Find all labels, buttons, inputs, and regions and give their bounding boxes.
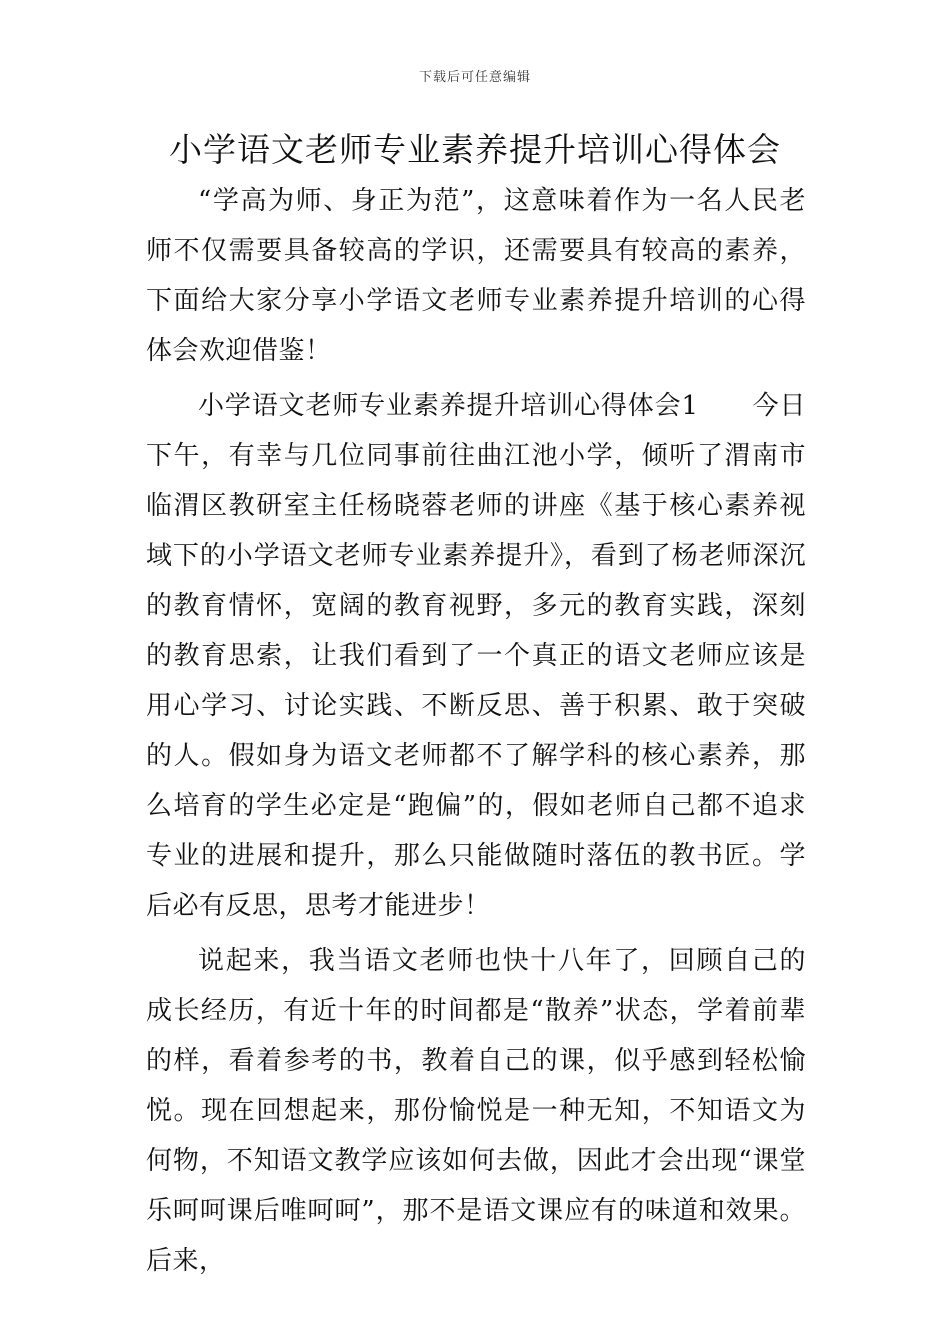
paragraph-intro: “学高为师、身正为范”，这意味着作为一名人民老师不仅需要具备较高的学识，还需要具有较高的素养，下面给大家分享小学语文老师专业素养提升培训的心得体会欢迎借鉴！ <box>146 186 806 366</box>
paragraph-1: 小学语文老师专业素养提升培训心得体会1 今日下午，有幸与几位同事前往曲江池小学，倾听了渭南市临渭区教研室主任杨晓蓉老师的讲座《基于核心素养视域下的小学语文老师专业素养提升》，看到了杨老师深沉的教育情怀，宽阔的教育视野，多元的教育实践，深刻的教育思索，让我们看到了一个真正的语文老师应该是用心学习、讨论实践、不断反思、善于积累、敢于突破的人。假如身为语文老师都不了解学科的核心素养，那么培育的学生必定是“跑偏”的，假如老师自己都不追求专业的进展和提升，那么只能做随时落伍的教书匠。学后必有反思，思考才能进步！ <box>146 391 806 921</box>
document-title: 小学语文老师专业素养提升培训心得体会 <box>169 130 781 169</box>
header-note: 下载后可任意编辑 <box>418 70 531 85</box>
document-body <box>146 176 806 1286</box>
paragraph-2: 说起来，我当语文老师也快十八年了，回顾自己的成长经历，有近十年的时间都是“散养”状态，学着前辈的样，看着参考的书，教着自己的课，似乎感到轻松愉悦。现在回想起来，那份愉悦是一种无知，不知语文为何物，不知语文教学应该如何去做，因此才会出现“课堂乐呵呵课后唯呵呵”，那不是语文课应有的味道和效果。后来， <box>146 946 806 1276</box>
